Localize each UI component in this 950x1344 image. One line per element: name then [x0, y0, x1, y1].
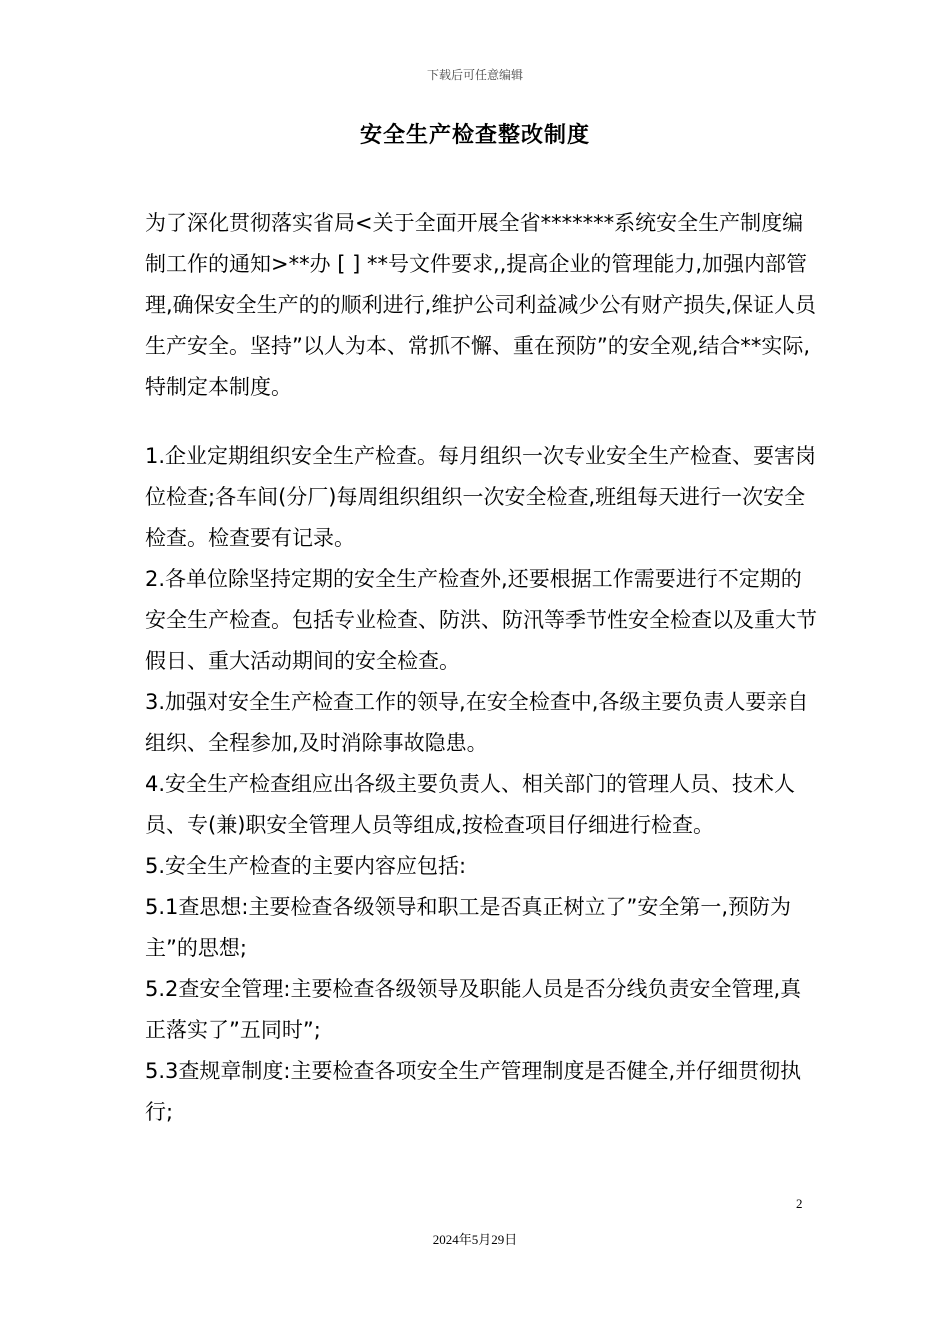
clause-5-2: 5.2查安全管理:主要检查各级领导及职能人员是否分线负责安全管理,真正落实了”五同时”; — [145, 977, 802, 1042]
document-title: 安全生产检查整改制度 — [359, 123, 590, 148]
clause-5-1: 5.1查思想:主要检查各级领导和职工是否真正树立了”安全第一,预防为主”的思想; — [145, 895, 792, 960]
page-header-note: 下载后可任意编辑 — [426, 68, 523, 82]
footer-date: 2024年5月29日 — [432, 1232, 518, 1247]
intro-paragraph: 为了深化贯彻落实省局<关于全面开展全省*******系统安全生产制度编制工作的通知>**办 [ ] **号文件要求,,提高企业的管理能力,加强内部管理,确保安全生产的的顺利进行,维护公司利益减少公有财产损失,保证人员生产安全。坚持”以人为本、常抓不懈、重在预防”的安全观,结合**实际,特制定本制度。 — [145, 211, 817, 399]
clause-list — [145, 436, 817, 1133]
clause-1: 1.企业定期组织安全生产检查。每月组织一次专业安全生产检查、要害岗位检查;各车间(分厂)每周组织组织一次安全检查,班组每天进行一次安全检查。检查要有记录。 — [145, 444, 817, 550]
clause-3: 3.加强对安全生产检查工作的领导,在安全检查中,各级主要负责人要亲自组织、全程参加,及时消除事故隐患。 — [145, 690, 809, 755]
page-number: 2 — [796, 1196, 803, 1211]
clause-4: 4.安全生产检查组应出各级主要负责人、相关部门的管理人员、技术人员、专(兼)职安全管理人员等组成,按检查项目仔细进行检查。 — [145, 772, 796, 837]
clause-2: 2.各单位除坚持定期的安全生产检查外,还要根据工作需要进行不定期的安全生产检查。包括专业检查、防洪、防汛等季节性安全检查以及重大节假日、重大活动期间的安全检查。 — [145, 567, 817, 673]
clause-5: 5.安全生产检查的主要内容应包括: — [145, 854, 467, 878]
clause-5-3: 5.3查规章制度:主要检查各项安全生产管理制度是否健全,并仔细贯彻执行; — [145, 1059, 802, 1124]
